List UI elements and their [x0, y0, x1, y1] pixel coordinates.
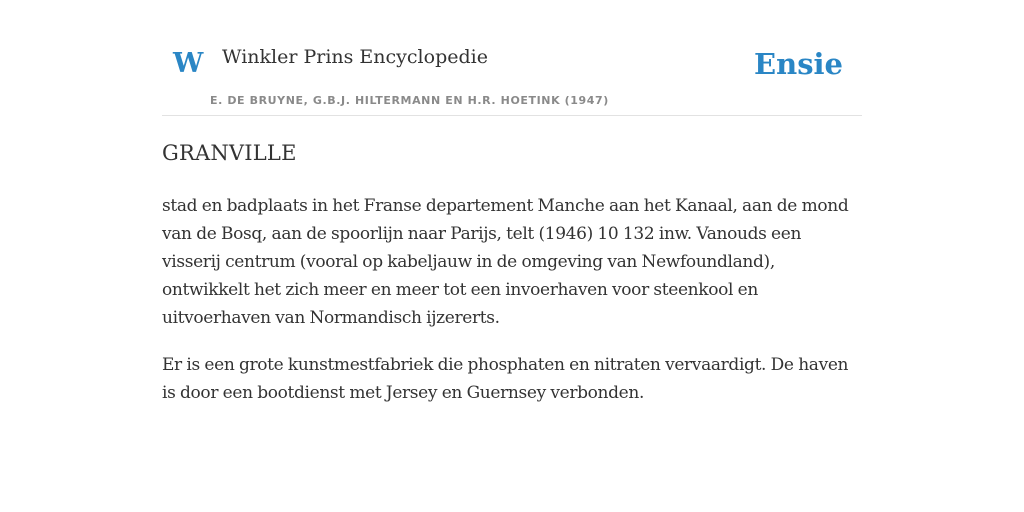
article-paragraph: stad en badplaats in het Franse departement Manche aan het Kanaal, aan de mond van de Bosq, aan de spoorlijn naar Parijs, telt (1946) 10 132 inw. Vanouds een visserij centrum (vooral op kabeljauw in de omgeving van Newfoundland), ontwikkelt het zich meer en meer tot een invoerhaven voor steenkool en uitvoerhaven van Normandisch ijzererts. [162, 196, 849, 328]
article-body [162, 192, 862, 426]
article-paragraph: Er is een grote kunstmestfabriek die phosphaten en nitraten vervaardigt. De haven is door een bootdienst met Jersey en Guernsey verbonden. [162, 355, 849, 403]
page [162, 0, 862, 403]
winkler-prins-logo-icon[interactable]: W [173, 48, 204, 79]
ensie-brand-link[interactable]: Ensie [754, 47, 843, 81]
site-title-link[interactable]: Winkler Prins Encyclopedie [222, 46, 488, 68]
site-header [162, 0, 862, 116]
article-title: GRANVILLE [162, 141, 297, 165]
authors-caption: E. DE BRUYNE, G.B.J. HILTERMANN EN H.R. HOETINK (1947) [210, 94, 609, 107]
